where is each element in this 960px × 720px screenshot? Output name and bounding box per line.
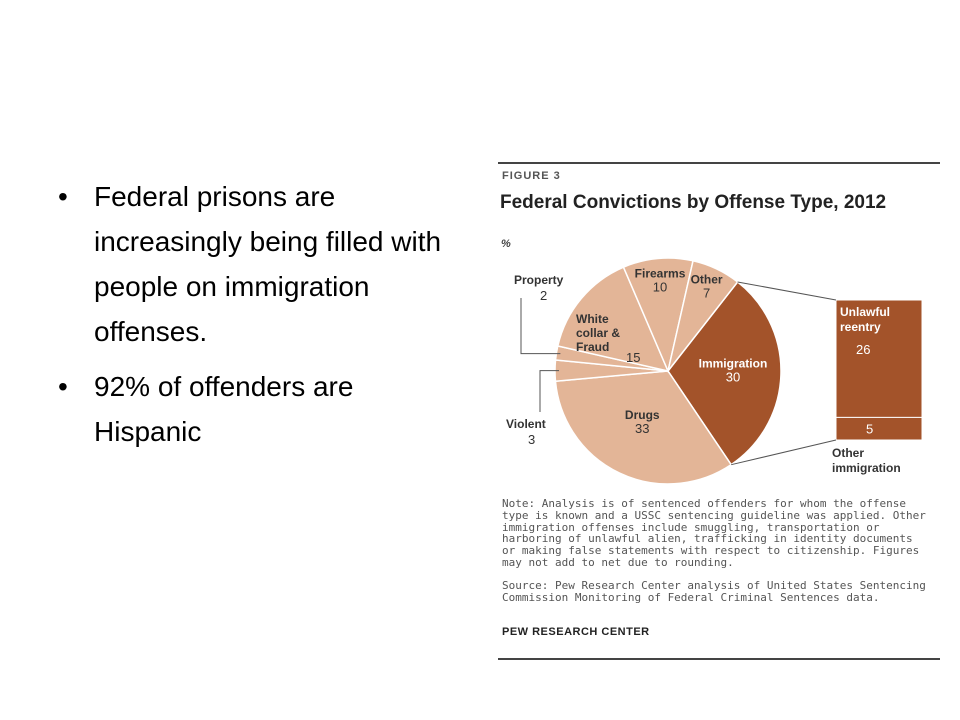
chart-unit: % — [501, 238, 511, 250]
bullet-dot: • — [58, 371, 68, 402]
slice-label: Violent — [506, 417, 546, 431]
slice-value: 2 — [540, 288, 548, 303]
breakdown-label: Other — [832, 446, 865, 460]
slice-value: 30 — [725, 369, 741, 385]
breakdown-segment-other-immigration — [836, 417, 922, 440]
breakdown-value: 26 — [856, 342, 871, 357]
slice-value: 10 — [652, 279, 668, 295]
leader-line — [521, 298, 560, 354]
bullet-text: 92% of offenders are Hispanic — [94, 371, 354, 447]
chart-figure — [498, 160, 940, 660]
bottom-rule — [498, 658, 940, 660]
slice-label: collar & — [576, 326, 621, 340]
slice-value: 7 — [702, 285, 711, 301]
slice-label: Fraud — [576, 340, 610, 354]
slice-value: 33 — [635, 421, 650, 437]
bullet-text: Federal prisons are increasingly being filled with people on immigration offenses. — [94, 181, 442, 347]
slice-label: Drugs — [624, 408, 660, 423]
bullet-dot: • — [58, 181, 68, 212]
chart-note: Note: Analysis is of sentenced offenders for whom the offense type is known and a USSC sentencing guideline was applied. Other immigration offenses include smuggling, transportation or harboring of unlawful alien, trafficking in identity documents or making false statements with respect to citizenship. Figures may not add to net due to rounding. — [502, 497, 926, 569]
chart-credit: PEW RESEARCH CENTER — [502, 626, 650, 638]
breakdown-label: reentry — [840, 320, 881, 334]
bullet-item — [58, 174, 458, 354]
breakdown-label: immigration — [832, 461, 901, 475]
slice-label: Immigration — [698, 356, 768, 371]
chart-title: Federal Convictions by Offense Type, 2012 — [500, 192, 887, 213]
chart-source: Source: Pew Research Center analysis of United States Sentencing Commission Monitoring of Federal Criminal Sentences data. — [502, 579, 926, 604]
slice-label: White — [576, 312, 609, 326]
slice-value: 3 — [528, 432, 536, 447]
slice-label: Property — [514, 273, 564, 287]
breakdown-value: 5 — [866, 421, 874, 437]
slice-label: Other — [690, 272, 723, 287]
figure-label: FIGURE 3 — [502, 170, 561, 182]
breakdown-label: Unlawful — [840, 305, 890, 319]
slice-label: Firearms — [634, 266, 686, 281]
slice-value: 15 — [626, 350, 641, 365]
bullet-list — [58, 174, 458, 464]
bullet-item — [58, 364, 458, 454]
